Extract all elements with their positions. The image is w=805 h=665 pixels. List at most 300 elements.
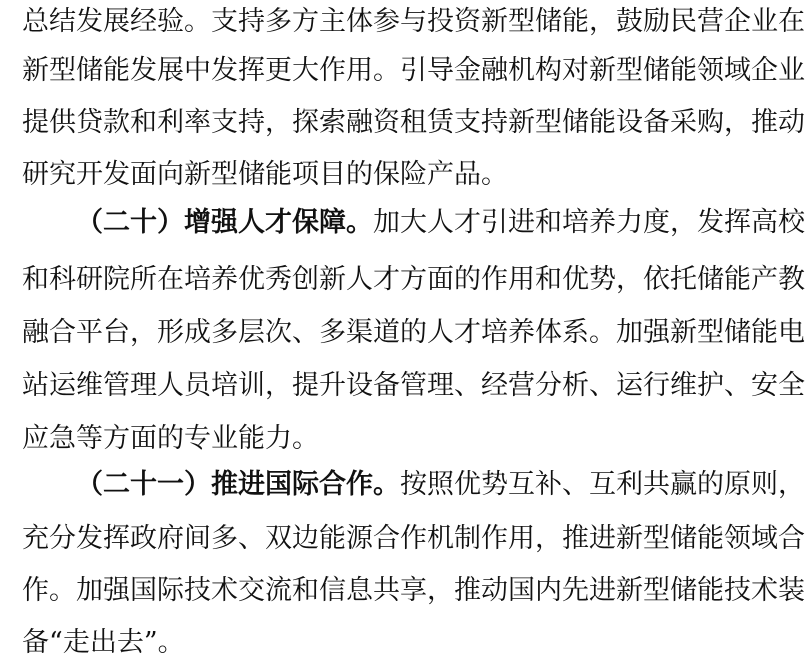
text-char: 索 xyxy=(319,107,346,138)
text-char: 励 xyxy=(643,6,670,37)
text-char: 能 xyxy=(697,575,724,606)
text-char: 政 xyxy=(130,523,157,554)
text-char: ， xyxy=(724,107,751,138)
text-char: 享 xyxy=(400,575,427,606)
section-20-line-3 xyxy=(22,311,805,355)
text-char: 险 xyxy=(400,159,427,190)
section-20-line-4 xyxy=(22,364,805,408)
text-char: 更 xyxy=(265,55,292,86)
text-char: 挥 xyxy=(238,55,265,86)
text-char: 势 xyxy=(589,264,616,295)
text-char: 多 xyxy=(211,523,238,554)
text-char: 用 xyxy=(508,523,535,554)
text-char: 主 xyxy=(319,6,346,37)
text-char: 型 xyxy=(697,317,724,348)
text-char: 才 xyxy=(373,264,400,295)
text-char: 结 xyxy=(49,6,76,37)
text-char: 融 xyxy=(22,317,49,348)
text-char: 展 xyxy=(103,6,130,37)
text-char: ， xyxy=(130,317,157,348)
text-char: 机 xyxy=(508,55,535,86)
text-char: 营 xyxy=(697,6,724,37)
text-char: 大 xyxy=(400,207,427,238)
text-char: 培 xyxy=(184,264,211,295)
text-char: 多 xyxy=(211,317,238,348)
text-char: 储 xyxy=(724,317,751,348)
text-char: 则 xyxy=(751,469,778,500)
text-char: 型 xyxy=(616,55,643,86)
text-char: 产 xyxy=(751,264,778,295)
text-char: 平 xyxy=(76,317,103,348)
text-char: 型 xyxy=(508,6,535,37)
text-char: 方 xyxy=(292,6,319,37)
text-char: 管 xyxy=(400,370,427,401)
text-char: 新 xyxy=(184,159,211,190)
text-char: 提 xyxy=(292,370,319,401)
text-char: 分 xyxy=(535,370,562,401)
text-char: 际 xyxy=(157,575,184,606)
text-char: 装 xyxy=(778,575,805,606)
text-char: 人 xyxy=(157,370,184,401)
text-char: 探 xyxy=(292,107,319,138)
text-char: 储 xyxy=(697,264,724,295)
text-char: 赢 xyxy=(670,469,697,500)
text-char: 优 xyxy=(238,264,265,295)
text-char: 能 xyxy=(562,6,589,37)
text-char: 按 xyxy=(400,469,427,500)
text-char: 合 xyxy=(778,523,805,554)
text-char: 优 xyxy=(562,264,589,295)
text-char: 用 xyxy=(508,264,535,295)
text-char: 、 xyxy=(292,317,319,348)
text-char: 鼓 xyxy=(616,6,643,37)
text-char: 。 xyxy=(157,627,185,658)
text-char: 提 xyxy=(22,107,49,138)
text-char: 作 xyxy=(481,264,508,295)
text-char: 发 xyxy=(697,207,724,238)
text-char: 训 xyxy=(238,370,265,401)
paragraph-1-line-3 xyxy=(22,101,805,145)
text-char: 发 xyxy=(130,55,157,86)
text-char: 系 xyxy=(562,317,589,348)
text-char: 优 xyxy=(454,469,481,500)
text-char: 新 xyxy=(670,317,697,348)
text-char: 维 xyxy=(670,370,697,401)
text-char: 作 xyxy=(481,523,508,554)
text-char: 贷 xyxy=(76,107,103,138)
text-char: 和 xyxy=(535,207,562,238)
text-char: 析 xyxy=(562,370,589,401)
text-char: 和 xyxy=(22,264,49,295)
text-char: 人 xyxy=(427,207,454,238)
text-char: ） xyxy=(157,207,184,238)
text-char: 院 xyxy=(103,264,130,295)
text-char: 储 xyxy=(562,107,589,138)
text-char: 理 xyxy=(427,370,454,401)
text-char: 构 xyxy=(535,55,562,86)
text-char: 对 xyxy=(562,55,589,86)
text-char: 参 xyxy=(373,6,400,37)
text-char: 强 xyxy=(211,207,238,238)
text-char: ， xyxy=(265,107,292,138)
text-char: ” xyxy=(143,627,158,658)
text-char: 设 xyxy=(616,107,643,138)
text-char: 。 xyxy=(49,575,76,606)
text-char: 和 xyxy=(292,575,319,606)
text-char: 推 xyxy=(751,107,778,138)
text-char: 型 xyxy=(211,159,238,190)
text-char: 项 xyxy=(292,159,319,190)
section-21-line-3 xyxy=(22,569,805,613)
paragraph-1-line-2 xyxy=(22,49,805,93)
text-char: 道 xyxy=(373,317,400,348)
text-char: 。 xyxy=(292,423,319,454)
text-char: （ xyxy=(76,469,103,500)
text-char: 体 xyxy=(535,317,562,348)
text-char: 所 xyxy=(130,264,157,295)
text-char: 储 xyxy=(238,159,265,190)
text-char: 技 xyxy=(724,575,751,606)
text-char: 和 xyxy=(535,264,562,295)
text-char: 行 xyxy=(643,370,670,401)
text-char: 新 xyxy=(616,575,643,606)
text-char: 国 xyxy=(265,469,292,500)
section-21-line-1 xyxy=(76,463,805,507)
text-char: 分 xyxy=(49,523,76,554)
text-char: 面 xyxy=(427,264,454,295)
text-char: 强 xyxy=(103,575,130,606)
text-char: 业 xyxy=(778,55,805,86)
text-char: 发 xyxy=(76,6,103,37)
text-char: 能 xyxy=(589,107,616,138)
text-char: 依 xyxy=(643,264,670,295)
text-char: 大 xyxy=(292,55,319,86)
text-char: 持 xyxy=(481,107,508,138)
text-char: 。 xyxy=(589,317,616,348)
text-char: 养 xyxy=(211,264,238,295)
text-char: 用 xyxy=(346,55,373,86)
text-char: 企 xyxy=(724,6,751,37)
paragraph-1-line-1 xyxy=(22,0,805,44)
text-char: 人 xyxy=(346,264,373,295)
text-char: 技 xyxy=(184,575,211,606)
text-char: 挥 xyxy=(724,207,751,238)
text-char: 推 xyxy=(562,523,589,554)
text-char: 资 xyxy=(373,107,400,138)
text-char: 方 xyxy=(400,264,427,295)
text-char: 先 xyxy=(562,575,589,606)
text-char: 照 xyxy=(427,469,454,500)
text-char: 设 xyxy=(346,370,373,401)
text-char: 型 xyxy=(535,107,562,138)
text-char: 储 xyxy=(670,575,697,606)
text-char: 源 xyxy=(346,523,373,554)
text-char: 支 xyxy=(211,107,238,138)
text-char: 挥 xyxy=(103,523,130,554)
text-char: 进 xyxy=(589,523,616,554)
text-char: 总 xyxy=(22,6,49,37)
section-20-line-5 xyxy=(22,417,778,461)
text-char: 加 xyxy=(373,207,400,238)
text-char: 金 xyxy=(454,55,481,86)
text-char: 培 xyxy=(211,370,238,401)
text-char: 成 xyxy=(184,317,211,348)
text-char: 型 xyxy=(643,575,670,606)
text-char: 储 xyxy=(535,6,562,37)
text-char: 二 xyxy=(103,207,130,238)
text-char: 层 xyxy=(238,317,265,348)
text-char: ） xyxy=(184,469,211,500)
text-char: 能 xyxy=(103,55,130,86)
text-char: 教 xyxy=(778,264,805,295)
text-char: 机 xyxy=(427,523,454,554)
text-char: 制 xyxy=(454,523,481,554)
text-char: 研 xyxy=(22,159,49,190)
text-char: 力 xyxy=(616,207,643,238)
text-char: ， xyxy=(778,469,805,500)
text-char: （ xyxy=(76,207,103,238)
text-char: 科 xyxy=(49,264,76,295)
text-char: 购 xyxy=(697,107,724,138)
text-char: 能 xyxy=(670,55,697,86)
text-char: 能 xyxy=(238,423,265,454)
text-char: 新 xyxy=(481,6,508,37)
text-char: 障 xyxy=(319,207,346,238)
text-char: 员 xyxy=(184,370,211,401)
text-char: 人 xyxy=(238,207,265,238)
text-char: 才 xyxy=(454,317,481,348)
text-char: 等 xyxy=(76,423,103,454)
text-char: 引 xyxy=(400,55,427,86)
paragraph-1-line-4 xyxy=(22,153,778,197)
text-char: 支 xyxy=(211,6,238,37)
text-char: 台 xyxy=(103,317,130,348)
section-20-line-1 xyxy=(76,201,805,245)
text-char: 人 xyxy=(427,317,454,348)
text-char: 托 xyxy=(670,264,697,295)
text-char: 增 xyxy=(184,207,211,238)
section-20-line-2 xyxy=(22,258,805,302)
text-char: 发 xyxy=(76,523,103,554)
text-char: 二 xyxy=(103,469,130,500)
text-char: 秀 xyxy=(265,264,292,295)
text-char: 形 xyxy=(157,317,184,348)
text-char: 运 xyxy=(49,370,76,401)
text-char: 持 xyxy=(238,6,265,37)
text-char: 原 xyxy=(724,469,751,500)
text-char: 进 xyxy=(589,575,616,606)
text-char: 营 xyxy=(508,370,535,401)
text-char: 一 xyxy=(157,469,184,500)
text-char: 共 xyxy=(373,575,400,606)
text-char: 走 xyxy=(62,627,90,658)
text-char: 款 xyxy=(103,107,130,138)
text-char: 双 xyxy=(265,523,292,554)
text-char: 经 xyxy=(130,6,157,37)
text-char: 次 xyxy=(265,317,292,348)
text-char: 运 xyxy=(616,370,643,401)
text-char: 方 xyxy=(103,423,130,454)
text-char: 术 xyxy=(751,575,778,606)
text-char: 投 xyxy=(427,6,454,37)
text-char: 电 xyxy=(778,317,805,348)
text-char: 多 xyxy=(265,6,292,37)
text-char: 交 xyxy=(238,575,265,606)
text-char: 作 xyxy=(400,523,427,554)
text-char: 能 xyxy=(319,523,346,554)
text-char: 能 xyxy=(751,317,778,348)
text-char: 储 xyxy=(643,55,670,86)
text-char: 流 xyxy=(265,575,292,606)
text-char: 开 xyxy=(76,159,103,190)
text-char: 、 xyxy=(589,370,616,401)
section-21-line-4 xyxy=(22,621,778,665)
text-char: 护 xyxy=(697,370,724,401)
text-char: ， xyxy=(535,523,562,554)
text-char: 面 xyxy=(130,159,157,190)
text-char: 产 xyxy=(427,159,454,190)
text-char: 的 xyxy=(454,264,481,295)
text-char: 合 xyxy=(49,317,76,348)
text-char: 经 xyxy=(481,370,508,401)
text-char: 国 xyxy=(508,575,535,606)
text-char: ， xyxy=(616,264,643,295)
text-char: 在 xyxy=(157,264,184,295)
text-char: 术 xyxy=(211,575,238,606)
text-char: 展 xyxy=(157,55,184,86)
text-char: 。 xyxy=(346,207,373,238)
section-21-line-2 xyxy=(22,517,805,561)
text-char: 力 xyxy=(265,423,292,454)
text-char: 势 xyxy=(481,469,508,500)
text-char: 持 xyxy=(238,107,265,138)
text-char: 新 xyxy=(589,55,616,86)
text-char: 才 xyxy=(454,207,481,238)
text-char: 面 xyxy=(130,423,157,454)
text-char: 、 xyxy=(238,523,265,554)
text-char: 动 xyxy=(481,575,508,606)
text-char: 资 xyxy=(454,6,481,37)
text-char: 型 xyxy=(643,523,670,554)
text-char: 十 xyxy=(130,469,157,500)
text-char: 业 xyxy=(211,423,238,454)
text-char: 专 xyxy=(184,423,211,454)
text-char: 作 xyxy=(22,575,49,606)
text-char: 府 xyxy=(157,523,184,554)
text-char: 租 xyxy=(400,107,427,138)
text-char: 理 xyxy=(130,370,157,401)
text-char: ， xyxy=(670,207,697,238)
text-char: 领 xyxy=(697,55,724,86)
text-char: 校 xyxy=(778,207,805,238)
text-char: 边 xyxy=(292,523,319,554)
text-char: “ xyxy=(49,627,63,658)
text-char: 作 xyxy=(319,55,346,86)
text-char: 的 xyxy=(346,159,373,190)
text-char: 。 xyxy=(373,469,400,500)
text-char: 管 xyxy=(103,370,130,401)
text-char: 和 xyxy=(130,107,157,138)
text-char: 新 xyxy=(22,55,49,86)
text-char: 去 xyxy=(116,627,144,658)
text-char: 。 xyxy=(373,55,400,86)
text-char: 培 xyxy=(481,317,508,348)
text-char: 业 xyxy=(751,6,778,37)
text-char: 内 xyxy=(535,575,562,606)
text-char: 储 xyxy=(76,55,103,86)
text-char: 养 xyxy=(589,207,616,238)
text-char: 维 xyxy=(76,370,103,401)
text-char: 际 xyxy=(292,469,319,500)
text-char: 加 xyxy=(76,575,103,606)
text-char: 强 xyxy=(643,317,670,348)
text-char: 、 xyxy=(454,370,481,401)
text-char: 能 xyxy=(724,264,751,295)
text-char: 信 xyxy=(319,575,346,606)
text-char: 向 xyxy=(157,159,184,190)
text-char: 企 xyxy=(751,55,778,86)
text-char: 加 xyxy=(616,317,643,348)
text-char: 发 xyxy=(103,159,130,190)
text-char: 补 xyxy=(535,469,562,500)
text-char: 度 xyxy=(643,207,670,238)
text-char: 推 xyxy=(454,575,481,606)
text-char: ， xyxy=(427,575,454,606)
text-char: 发 xyxy=(211,55,238,86)
text-char: 站 xyxy=(22,370,49,401)
text-char: 急 xyxy=(49,423,76,454)
text-char: ， xyxy=(589,6,616,37)
text-char: 间 xyxy=(184,523,211,554)
text-char: 引 xyxy=(481,207,508,238)
text-char: 储 xyxy=(670,523,697,554)
text-char: 应 xyxy=(22,423,49,454)
text-char: 养 xyxy=(508,317,535,348)
text-char: 研 xyxy=(76,264,103,295)
text-char: 互 xyxy=(508,469,535,500)
text-char: 域 xyxy=(724,55,751,86)
text-char: 创 xyxy=(292,264,319,295)
text-char: ， xyxy=(265,370,292,401)
text-char: 保 xyxy=(292,207,319,238)
text-char: 型 xyxy=(49,55,76,86)
text-char: 互 xyxy=(589,469,616,500)
text-char: 民 xyxy=(670,6,697,37)
text-char: 备 xyxy=(643,107,670,138)
text-char: 。 xyxy=(184,6,211,37)
text-char: 赁 xyxy=(427,107,454,138)
text-char: 支 xyxy=(454,107,481,138)
text-char: 体 xyxy=(346,6,373,37)
text-char: 保 xyxy=(373,159,400,190)
text-char: 息 xyxy=(346,575,373,606)
text-char: 在 xyxy=(778,6,805,37)
text-char: 才 xyxy=(265,207,292,238)
text-char: 备 xyxy=(22,627,49,658)
text-char: 能 xyxy=(697,523,724,554)
text-char: 多 xyxy=(319,317,346,348)
text-char: 升 xyxy=(319,370,346,401)
text-char: 合 xyxy=(373,523,400,554)
text-char: 中 xyxy=(184,55,211,86)
text-char: 安 xyxy=(751,370,778,401)
text-char: 进 xyxy=(508,207,535,238)
text-char: 品 xyxy=(454,159,481,190)
text-char: 十 xyxy=(130,207,157,238)
text-char: 全 xyxy=(778,370,805,401)
text-char: 率 xyxy=(184,107,211,138)
text-char: 利 xyxy=(157,107,184,138)
